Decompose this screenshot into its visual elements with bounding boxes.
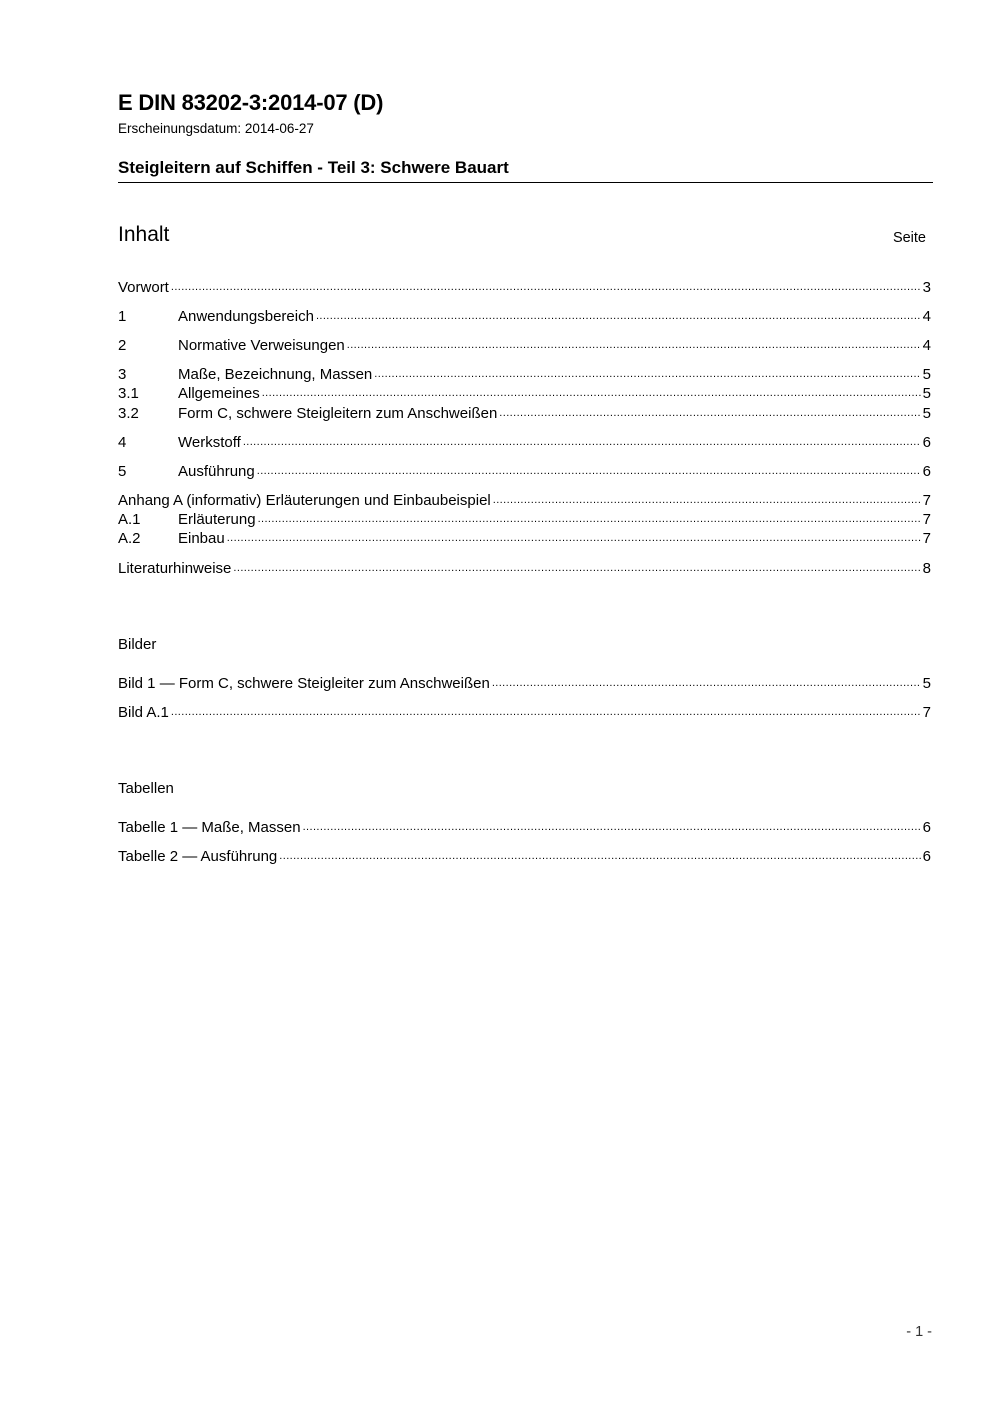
dot-leader [279,847,920,866]
dot-leader [493,491,921,510]
toc-entry-page: 5 [922,366,931,383]
dot-leader [171,278,921,297]
figure-entry-page: 5 [922,675,931,692]
document-subtitle: Steigleitern auf Schiffen - Teil 3: Schwere Bauart [118,158,509,177]
table-entry-page: 6 [922,819,931,836]
toc-entry-werkstoff[interactable] [118,433,931,452]
toc-entry-label: Vorwort [118,279,169,296]
dot-leader [233,559,920,578]
toc-entry-label: Anhang A (informativ) Erläuterungen und Einbaubeispiel [118,492,491,509]
toc-entry-page: 3 [922,279,931,296]
toc-entry-page: 7 [922,511,931,528]
toc-entry-number: 5 [118,463,127,480]
toc-entry-page: 5 [922,385,931,402]
table-entry-tabelle-2[interactable] [118,847,931,866]
dot-leader [492,674,921,693]
toc-entry-page: 4 [922,308,931,325]
toc-entry-number: 3 [118,366,127,383]
table-entry-label: Tabelle 2 — Ausführung [118,848,278,865]
figure-entry-label: Bild 1 — Form C, schwere Steigleiter zum Anschweißen [118,675,490,692]
dot-leader [374,365,920,384]
dot-leader [258,510,921,529]
toc-entry-anwendungsbereich[interactable] [118,307,931,326]
toc-entry-masse[interactable] [118,365,931,384]
toc-entry-vorwort[interactable] [118,278,931,297]
toc-entry-number: 4 [118,434,127,451]
publication-date: Erscheinungsdatum: 2014-06-27 [118,121,314,136]
dot-leader [171,703,921,722]
toc-entry-number: A.1 [118,511,141,528]
toc-entry-label: Allgemeines [178,385,260,402]
toc-entry-page: 7 [922,530,931,547]
toc-entry-page: 7 [922,492,931,509]
toc-entry-label: Maße, Bezeichnung, Massen [178,366,373,383]
toc-entry-number: A.2 [118,530,141,547]
table-entry-tabelle-1[interactable] [118,818,931,837]
page-number: - 1 - [906,1324,932,1340]
title-divider [118,182,933,183]
toc-entry-label: Werkstoff [178,434,241,451]
dot-leader [347,336,921,355]
document-title: E DIN 83202-3:2014-07 (D) [118,90,384,115]
table-entry-page: 6 [922,848,931,865]
toc-entry-label: Literaturhinweise [118,560,232,577]
figures-heading: Bilder [118,636,157,653]
toc-entry-label: Ausführung [178,463,255,480]
toc-entry-literaturhinweise[interactable] [118,559,931,578]
toc-entry-form-c[interactable] [118,404,931,423]
figure-entry-page: 7 [922,704,931,721]
toc-entry-page: 5 [922,405,931,422]
toc-entry-label: Normative Verweisungen [178,337,345,354]
dot-leader [303,818,921,837]
dot-leader [257,462,921,481]
toc-entry-number: 3.1 [118,385,139,402]
toc-entry-normative-verweisungen[interactable] [118,336,931,355]
dot-leader [262,384,921,403]
toc-entry-page: 6 [922,434,931,451]
dot-leader [316,307,921,326]
toc-entry-label: Anwendungsbereich [178,308,314,325]
toc-entry-page: 8 [922,560,931,577]
figure-entry-bild-a1[interactable] [118,703,931,722]
figure-entry-label: Bild A.1 [118,704,169,721]
toc-entry-label: Einbau [178,530,225,547]
toc-entry-erlaeuterung[interactable] [118,510,931,529]
dot-leader [243,433,921,452]
toc-page-column-label: Seite [892,230,926,246]
toc-entry-label: Erläuterung [178,511,256,528]
toc-entry-anhang-a[interactable] [118,491,931,510]
toc-entry-number: 2 [118,337,127,354]
toc-entry-label: Form C, schwere Steigleitern zum Anschweißen [178,405,498,422]
toc-entry-number: 1 [118,308,127,325]
table-entry-label: Tabelle 1 — Maße, Massen [118,819,301,836]
tables-heading: Tabellen [118,780,174,797]
toc-entry-einbau[interactable] [118,529,931,548]
toc-entry-page: 6 [922,463,931,480]
toc-entry-number: 3.2 [118,405,139,422]
dot-leader [499,404,920,423]
toc-entry-allgemeines[interactable] [118,384,931,403]
figure-entry-bild-1[interactable] [118,674,931,693]
toc-heading: Inhalt [118,223,170,246]
toc-entry-page: 4 [922,337,931,354]
toc-entry-ausfuehrung[interactable] [118,462,931,481]
dot-leader [227,529,921,548]
